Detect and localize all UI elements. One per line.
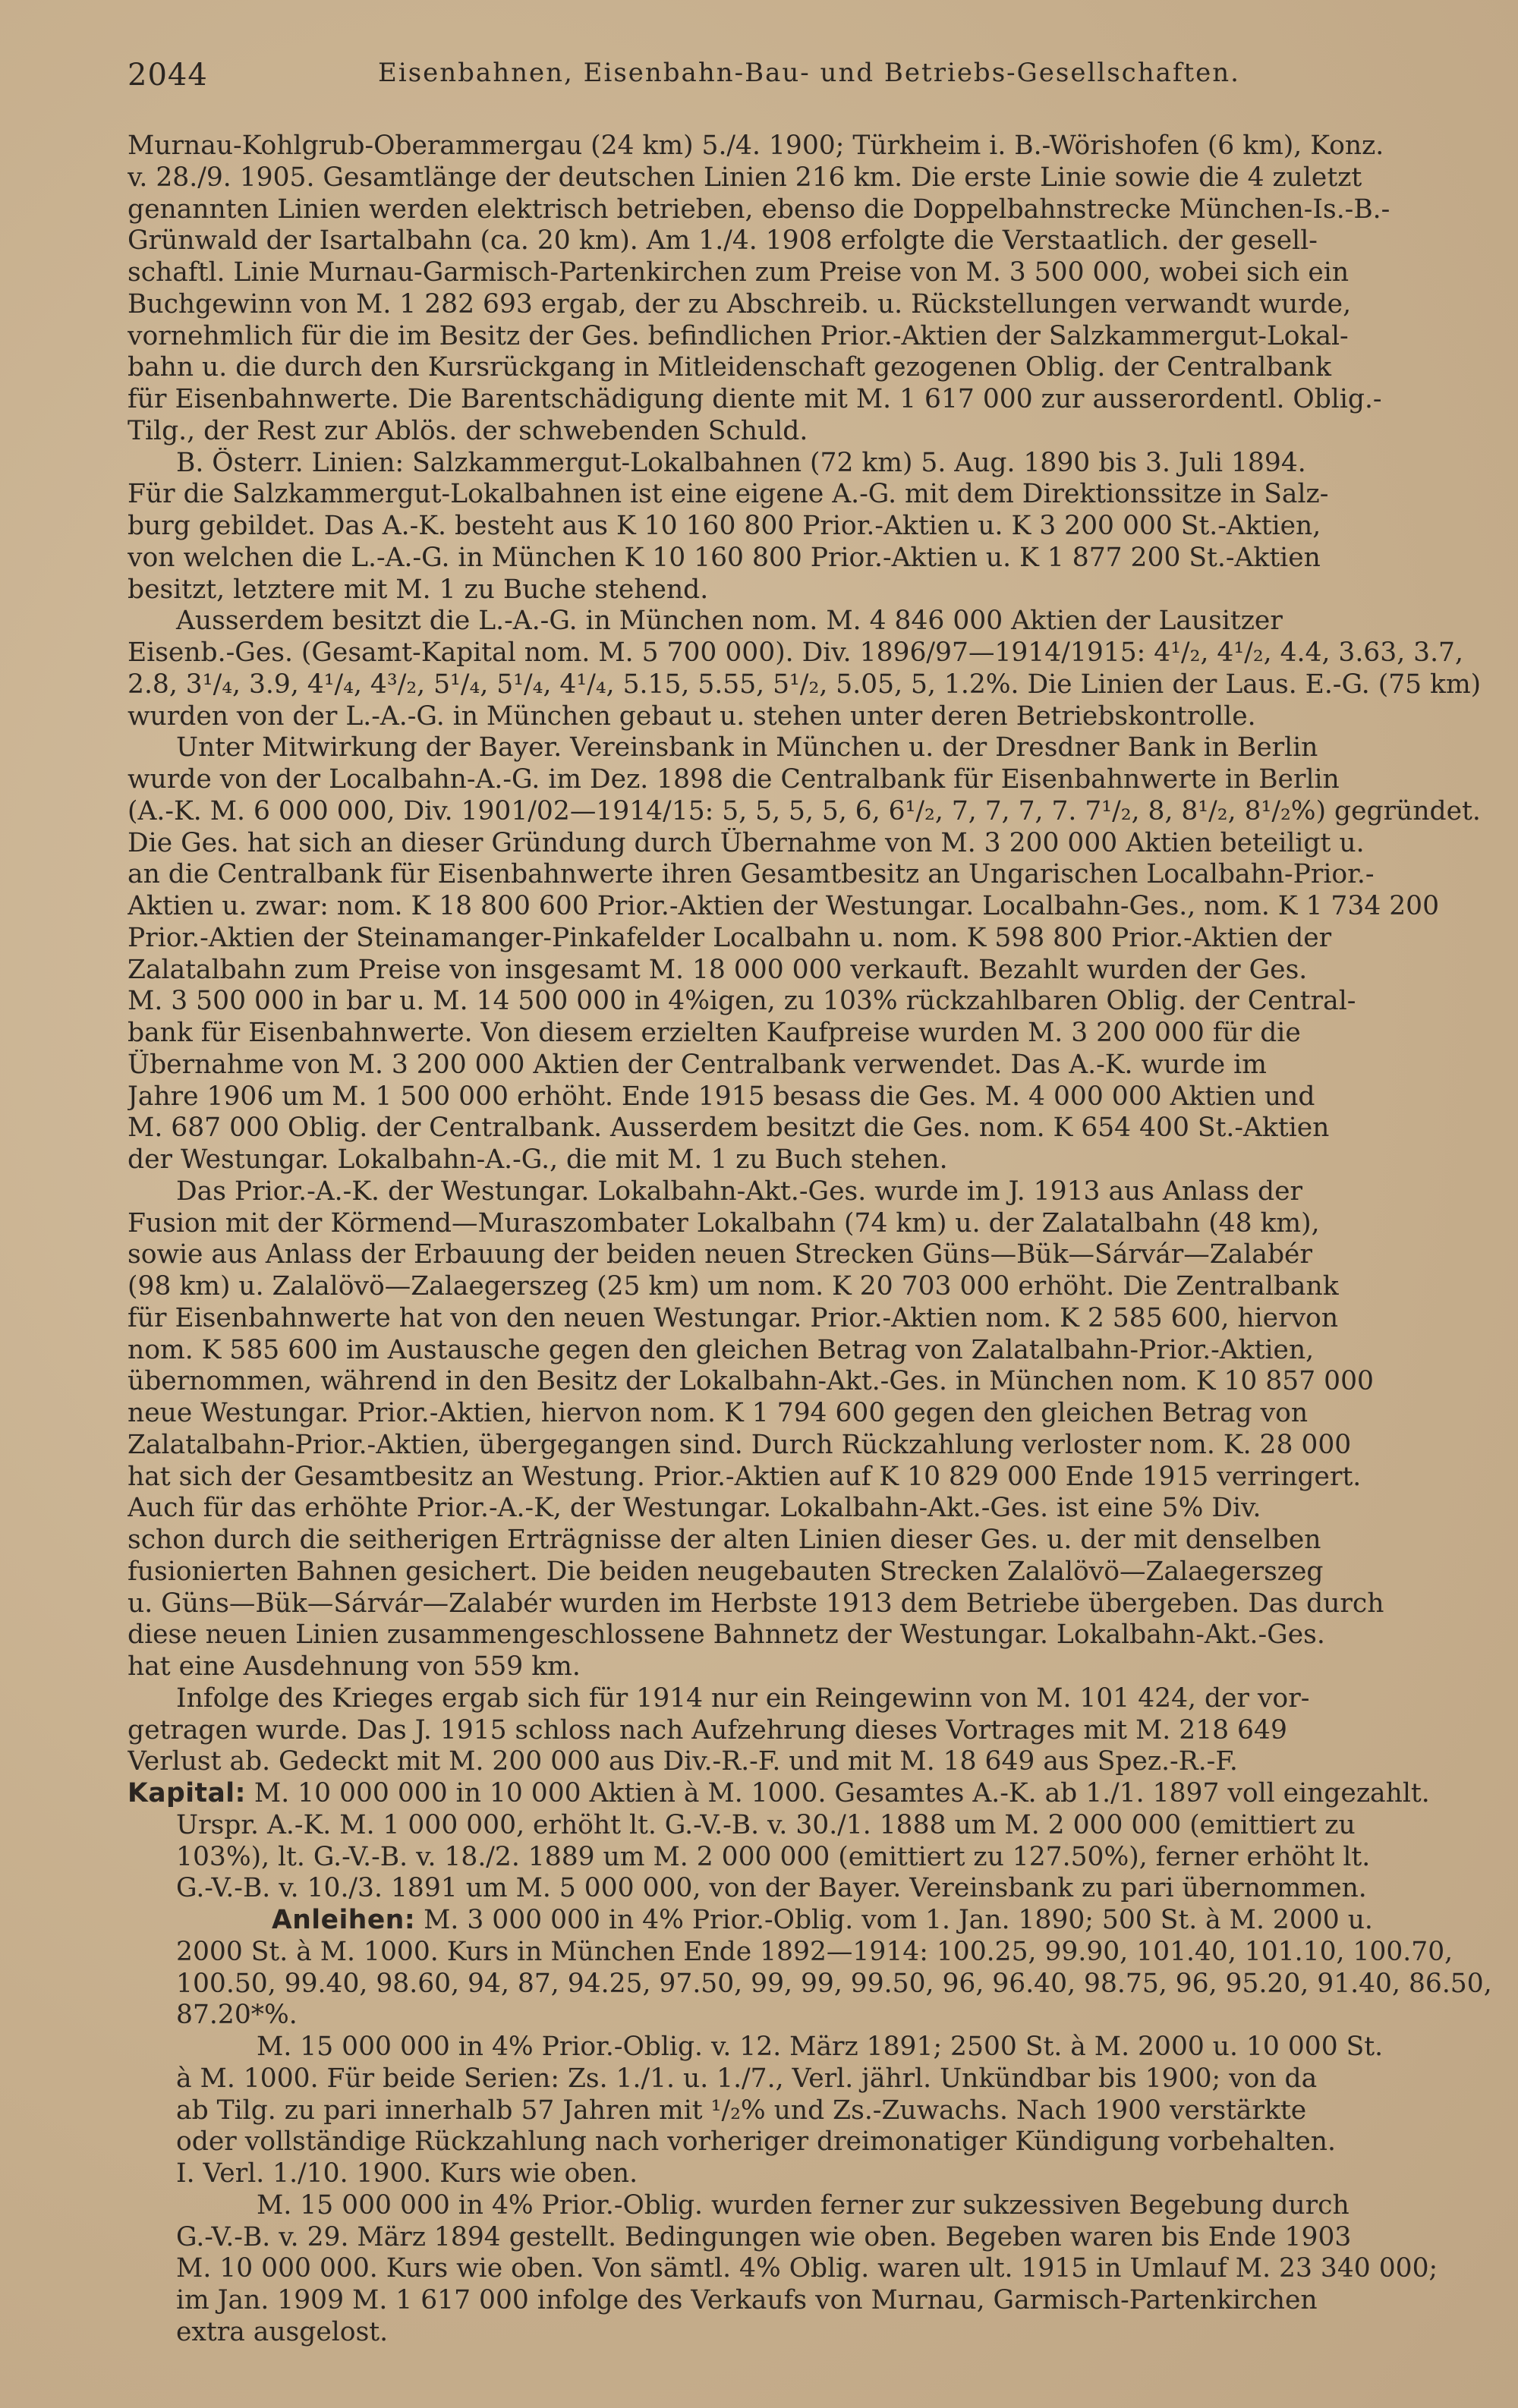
- text-line: Auch für das erhöhte Prior.-A.-K, der Westungar. Lokalbahn-Akt.-Ges. ist eine 5% Div.: [128, 1493, 1261, 1524]
- text-line: Tilg., der Rest zur Ablös. der schwebenden Schuld.: [128, 415, 808, 446]
- text-line: der Westungar. Lokalbahn-A.-G., die mit M. 1 zu Buch stehen.: [128, 1144, 948, 1175]
- anleihen-line: M. 15 000 000 in 4% Prior.-Oblig. wurden ferner zur sukzessiven Begebung durch: [257, 2189, 1350, 2221]
- anleihen-label: Anleihen:: [272, 1905, 416, 1935]
- anleihen-line: extra ausgelost.: [176, 2316, 389, 2347]
- text-line: besitzt, letztere mit M. 1 zu Buche stehend.: [128, 574, 709, 605]
- kapital-line: Urspr. A.-K. M. 1 000 000, erhöht lt. G.-V.-B. v. 30./1. 1888 um M. 2 000 000 (emittiert zu: [176, 1809, 1356, 1840]
- text-line: vornehmlich für die im Besitz der Ges. befindlichen Prior.-Aktien der Salzkammergut-Lokal-: [128, 320, 1349, 351]
- text-line: Das Prior.-A.-K. der Westungar. Lokalbahn-Akt.-Ges. wurde im J. 1913 aus Anlass der: [176, 1176, 1303, 1207]
- anleihen-line: M. 10 000 000. Kurs wie oben. Von sämtl. 4% Oblig. waren ult. 1915 in Umlauf M. 23 340 000;: [176, 2253, 1438, 2284]
- anleihen-line: M. 15 000 000 in 4% Prior.-Oblig. v. 12. März 1891; 2500 St. à M. 2000 u. 10 000 St.: [257, 2032, 1384, 2062]
- text-line: Für die Salzkammergut-Lokalbahnen ist eine eigene A.-G. mit dem Direktionssitze in Salz-: [128, 479, 1329, 510]
- text-line: Infolge des Krieges ergab sich für 1914 nur ein Reingewinn von M. 101 424, der vor-: [176, 1682, 1310, 1714]
- kapital-line: 103%), lt. G.-V.-B. v. 18./2. 1889 um M. 2 000 000 (emittiert zu 127.50%), ferner erhöht lt.: [176, 1841, 1371, 1872]
- text-line: Prior.-Aktien der Steinamanger-Pinkafelder Localbahn u. nom. K 598 800 Prior.-Aktien der: [128, 922, 1332, 953]
- text-line: übernommen, während in den Besitz der Lokalbahn-Akt.-Ges. in München nom. K 10 857 000: [128, 1366, 1374, 1397]
- text-line: von welchen die L.-A.-G. in München K 10 160 800 Prior.-Aktien u. K 1 877 200 St.-Aktien: [128, 542, 1321, 573]
- text-line: fusionierten Bahnen gesichert. Die beiden neugebauten Strecken Zalalövö—Zalaegerszeg: [128, 1556, 1324, 1587]
- text-line: Buchgewinn von M. 1 282 693 ergab, der zu Abschreib. u. Rückstellungen verwandt wurde,: [128, 288, 1352, 319]
- text-line: burg gebildet. Das A.-K. besteht aus K 10 160 800 Prior.-Aktien u. K 3 200 000 St.-Aktien,: [128, 511, 1321, 541]
- text-line: M. 3 500 000 in bar u. M. 14 500 000 in 4%igen, zu 103% rückzahlbaren Oblig. der Central-: [128, 986, 1356, 1017]
- text-line: hat eine Ausdehnung von 559 km.: [128, 1651, 581, 1682]
- kapital-line: [128, 1778, 1494, 1810]
- text-line: bank für Eisenbahnwerte. Von diesem erzielten Kaufpreise wurden M. 3 200 000 für die: [128, 1018, 1301, 1048]
- text-line: Grünwald der Isartalbahn (ca. 20 km). Am 1./4. 1908 erfolgte die Verstaatlich. der gesell-: [128, 225, 1318, 257]
- anleihen-line: 87.20*%.: [176, 2000, 298, 2031]
- anleihen-line: ab Tilg. zu pari innerhalb 57 Jahren mit ¹/₂% und Zs.-Zuwachs. Nach 1900 verstärkte: [176, 2095, 1307, 2126]
- anleihen-line: I. Verl. 1./10. 1900. Kurs wie oben.: [176, 2158, 638, 2189]
- anleihen-line: à M. 1000. Für beide Serien: Zs. 1./1. u. 1./7., Verl. jährl. Unkündbar bis 1900; von da: [176, 2063, 1318, 2094]
- anleihen-line: G.-V.-B. v. 29. März 1894 gestellt. Bedingungen wie oben. Begeben waren bis Ende 1903: [176, 2221, 1352, 2252]
- text-line: (A.-K. M. 6 000 000, Div. 1901/02—1914/15: 5, 5, 5, 5, 6, 6¹/₂, 7, 7, 7, 7. 7¹/₂, 8, 8¹/₂, 8¹/₂%) gegründet.: [128, 795, 1481, 826]
- anleihen-line: oder vollständige Rückzahlung nach vorheriger dreimonatiger Kündigung vorbehalten.: [176, 2126, 1336, 2158]
- anleihen-line: 100.50, 99.40, 98.60, 94, 87, 94.25, 97.50, 99, 99, 99.50, 96, 96.40, 98.75, 96, 95.20, 91.40, 86.50,: [176, 1968, 1492, 1999]
- text-line: wurden von der L.-A.-G. in München gebaut u. stehen unter deren Betriebskontrolle.: [128, 700, 1256, 732]
- text-line: Übernahme von M. 3 200 000 Aktien der Centralbank verwendet. Das A.-K. wurde im: [128, 1049, 1267, 1080]
- anleihen-line: [128, 1905, 1494, 1937]
- text-line: (98 km) u. Zalalövö—Zalaegerszeg (25 km) um nom. K 20 703 000 erhöht. Die Zentralbank: [128, 1271, 1339, 1302]
- text-line: Zalatalbahn zum Preise von insgesamt M. 18 000 000 verkauft. Bezahlt wurden der Ges.: [128, 954, 1308, 985]
- text-line: sowie aus Anlass der Erbauung der beiden neuen Strecken Güns—Bük—Sárvár—Zalabér: [128, 1239, 1312, 1270]
- text-line: schaftl. Linie Murnau-Garmisch-Partenkirchen zum Preise von M. 3 500 000, wobei sich ein: [128, 257, 1350, 288]
- text-line: genannten Linien werden elektrisch betrieben, ebenso die Doppelbahnstrecke München-Is.-B.-: [128, 194, 1390, 225]
- text-line: Unter Mitwirkung der Bayer. Vereinsbank in München u. der Dresdner Bank in Berlin: [176, 732, 1318, 763]
- text-line: bahn u. die durch den Kursrückgang in Mitleidenschaft gezogenen Oblig. der Centralbank: [128, 352, 1332, 383]
- kapital-line: G.-V.-B. v. 10./3. 1891 um M. 5 000 000, von der Bayer. Vereinsbank zu pari übernommen.: [176, 1873, 1367, 1904]
- text-line: für Eisenbahnwerte. Die Barentschädigung diente mit M. 1 617 000 zur ausserordentl. Oblig.-: [128, 384, 1382, 414]
- running-title: Eisenbahnen, Eisenbahn-Bau- und Betriebs-Gesellschaften.: [378, 58, 1240, 88]
- anleihen-line: im Jan. 1909 M. 1 617 000 infolge des Verkaufs von Murnau, Garmisch-Partenkirchen: [176, 2285, 1318, 2315]
- page-number: 2044: [128, 58, 208, 93]
- text-line: u. Güns—Bük—Sárvár—Zalabér wurden im Herbste 1913 dem Betriebe übergeben. Das durch: [128, 1588, 1384, 1619]
- kapital-label: Kapital:: [128, 1778, 246, 1808]
- text-line: nom. K 585 600 im Austausche gegen den gleichen Betrag von Zalatalbahn-Prior.-Aktien,: [128, 1334, 1315, 1365]
- text-line: Fusion mit der Körmend—Muraszombater Lokalbahn (74 km) u. der Zalatalbahn (48 km),: [128, 1207, 1320, 1239]
- text-line: neue Westungar. Prior.-Aktien, hiervon nom. K 1 794 600 gegen den gleichen Betrag von: [128, 1398, 1309, 1428]
- running-header: [128, 58, 1494, 103]
- text-line: diese neuen Linien zusammengeschlossene Bahnnetz der Westungar. Lokalbahn-Akt.-Ges.: [128, 1619, 1325, 1651]
- text-line: an die Centralbank für Eisenbahnwerte ihren Gesamtbesitz an Ungarischen Localbahn-Prior.-: [128, 859, 1375, 890]
- kapital-text: M. 10 000 000 in 10 000 Aktien à M. 1000. Gesamtes A.-K. ab 1./1. 1897 voll eingezahlt.: [254, 1778, 1430, 1808]
- anleihen-line: 2000 St. à M. 1000. Kurs in München Ende 1892—1914: 100.25, 99.90, 101.40, 101.10, 100.70,: [176, 1936, 1453, 1967]
- text-line: v. 28./9. 1905. Gesamtlänge der deutschen Linien 216 km. Die erste Linie sowie die 4 zuletzt: [128, 162, 1362, 193]
- text-line: Aktien u. zwar: nom. K 18 800 600 Prior.-Aktien der Westungar. Localbahn-Ges., nom. K 1 734 200: [128, 891, 1440, 921]
- text-line: B. Österr. Linien: Salzkammergut-Lokalbahnen (72 km) 5. Aug. 1890 bis 3. Juli 1894.: [176, 447, 1306, 478]
- text-line: Eisenb.-Ges. (Gesamt-Kapital nom. M. 5 700 000). Div. 1896/97—1914/1915: 4¹/₂, 4¹/₂, 4.4, 3.63, 3.7,: [128, 637, 1463, 668]
- text-line: Verlust ab. Gedeckt mit M. 200 000 aus Div.-R.-F. und mit M. 18 649 aus Spez.-R.-F.: [128, 1746, 1238, 1777]
- text-line: getragen wurde. Das J. 1915 schloss nach Aufzehrung dieses Vortrages mit M. 218 649: [128, 1714, 1287, 1745]
- text-line: hat sich der Gesamtbesitz an Westung. Prior.-Aktien auf K 10 829 000 Ende 1915 verringert.: [128, 1461, 1362, 1492]
- text-line: Die Ges. hat sich an dieser Gründung durch Übernahme von M. 3 200 000 Aktien beteiligt u.: [128, 827, 1365, 858]
- text-line: Zalatalbahn-Prior.-Aktien, übergegangen sind. Durch Rückzahlung verloster nom. K. 28 000: [128, 1429, 1352, 1460]
- text-line: M. 687 000 Oblig. der Centralbank. Ausserdem besitzt die Ges. nom. K 654 400 St.-Aktien: [128, 1113, 1330, 1144]
- text-line: Murnau-Kohlgrub-Oberammergau (24 km) 5./4. 1900; Türkheim i. B.-Wörishofen (6 km), Konz.: [128, 131, 1384, 161]
- text-line: Ausserdem besitzt die L.-A.-G. in München nom. M. 4 846 000 Aktien der Lausitzer: [176, 606, 1283, 637]
- body-text: [128, 131, 1494, 2349]
- text-line: für Eisenbahnwerte hat von den neuen Westungar. Prior.-Aktien nom. K 2 585 600, hiervon: [128, 1302, 1339, 1333]
- anleihen-text: M. 3 000 000 in 4% Prior.-Oblig. vom 1. Jan. 1890; 500 St. à M. 2000 u.: [424, 1905, 1373, 1935]
- text-line: wurde von der Localbahn-A.-G. im Dez. 1898 die Centralbank für Eisenbahnwerte in Berlin: [128, 764, 1340, 795]
- text-line: schon durch die seitherigen Erträgnisse der alten Linien dieser Ges. u. der mit denselben: [128, 1525, 1321, 1555]
- text-line: 2.8, 3¹/₄, 3.9, 4¹/₄, 4³/₂, 5¹/₄, 5¹/₄, 4¹/₄, 5.15, 5.55, 5¹/₂, 5.05, 5, 1.2%. Die Linien der Laus. E.-G. (75 km): [128, 669, 1482, 700]
- text-line: Jahre 1906 um M. 1 500 000 erhöht. Ende 1915 besass die Ges. M. 4 000 000 Aktien und: [128, 1081, 1315, 1112]
